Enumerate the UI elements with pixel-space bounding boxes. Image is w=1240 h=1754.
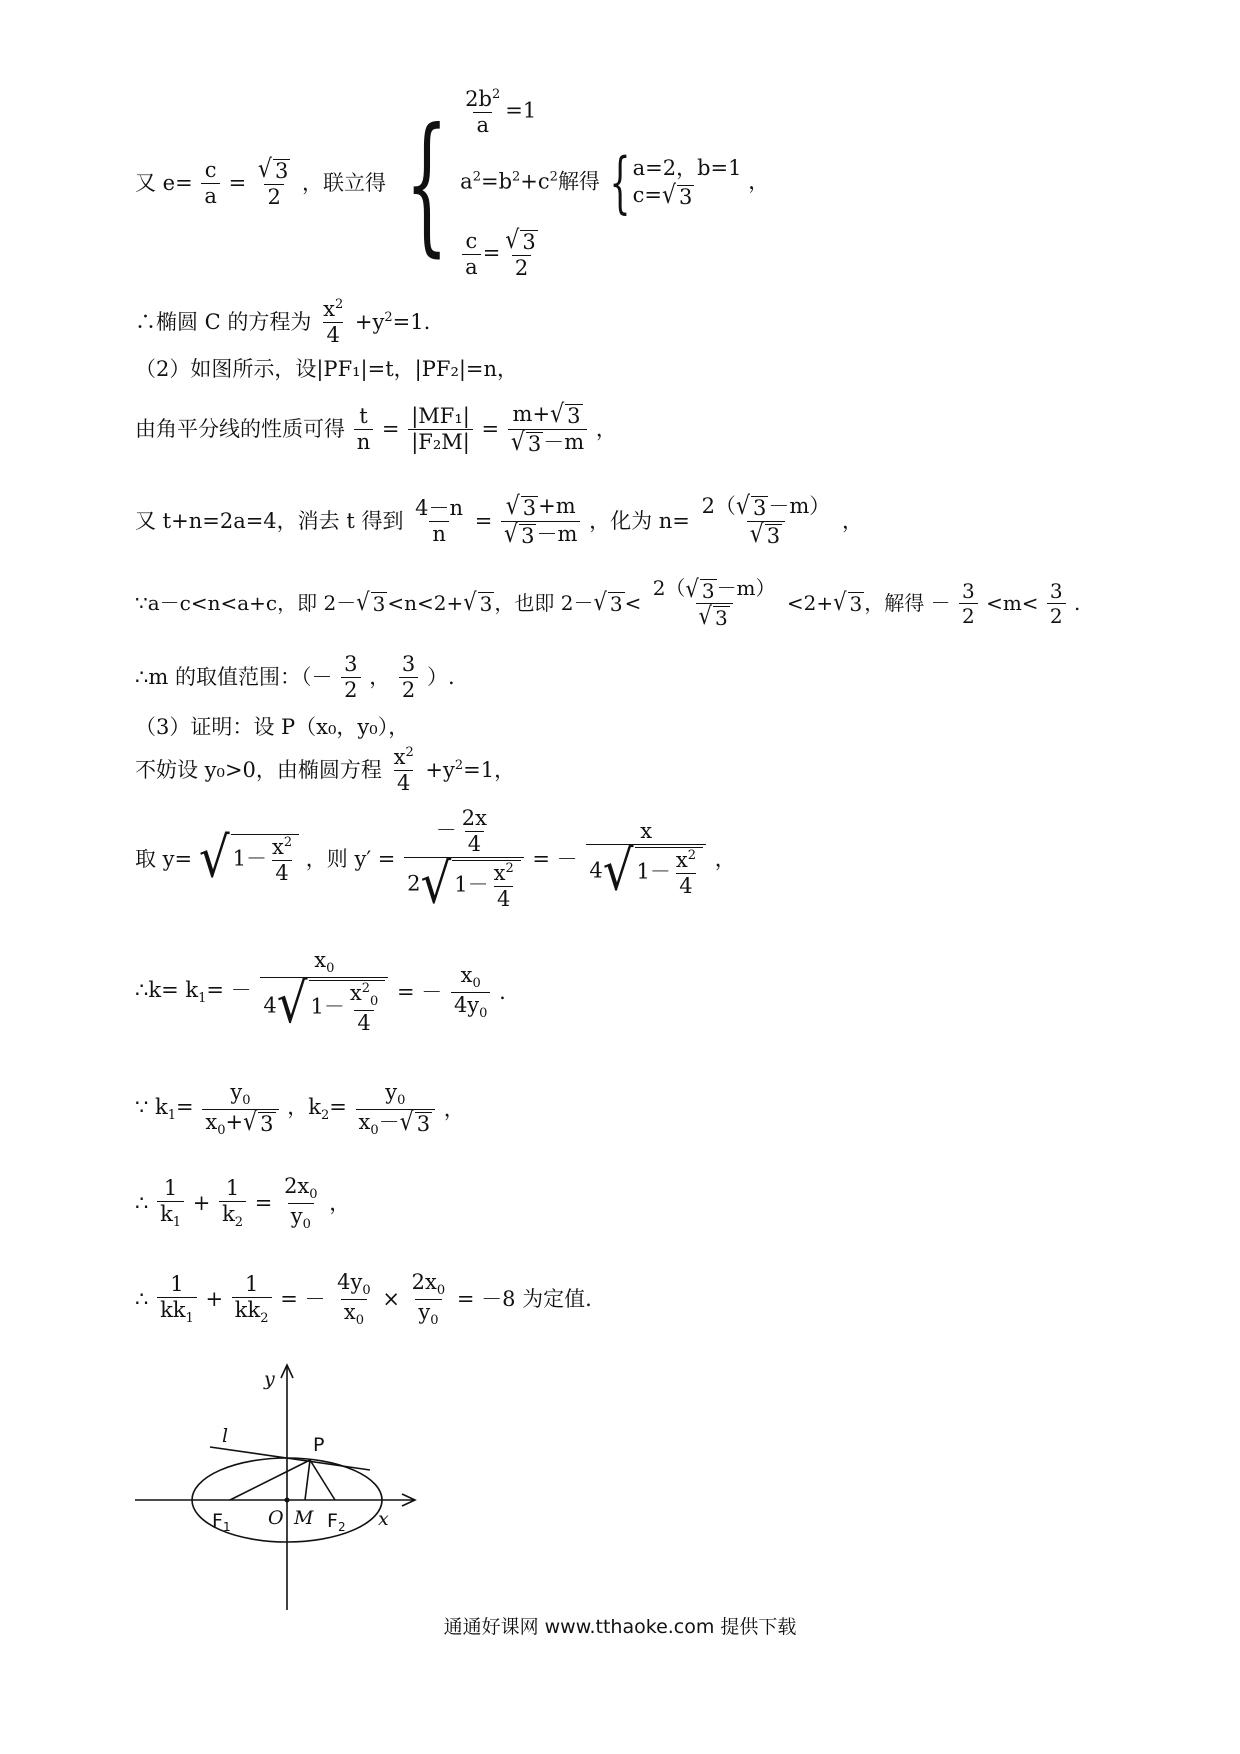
point-p-label: P xyxy=(313,1434,325,1456)
footer-credit: 通通好课网 www.tthaoke.com 提供下载 xyxy=(443,1616,797,1638)
solution-line-12: ∵ $k_1=$ $y_0$ $x_0+$ √ 3 ，$k_2=$ $y_0$ $x_0-$ √ 3 ， xyxy=(135,1080,465,1139)
solution-line-6: ∵a－c<n<a+c，即 2－ √ 3 <n<2+ √ 3 ，也即 2－ √ 3 < 2（ √ 3 －m） √ 3 <2+ √ 3 ，解得 － $\frac{3}{2}$ <m< $\frac{3}{2}$ . xyxy=(135,574,1081,630)
solution-line-5: 又 t+n=2a=4，消去 t 得到 $\frac{4-n}{n}$ = √ 3 +m √ 3 －m ，化为 n= 2（ √ 3 －m） √ 3 ， xyxy=(135,491,863,549)
segment-pf1 xyxy=(230,1460,310,1500)
solution-line-11: ∴k= $k_1=$ － $x_0$ 4 √ 1－ $\frac{x^2_0}{4}$ = － $\frac{x_0}{4y_0}$ . xyxy=(135,948,506,1036)
line-l-label: l xyxy=(222,1425,229,1447)
solution-line-2: ∴椭圆 C 的方程为 $\frac{x^2}{4}$ $+y^2=1$. xyxy=(135,297,431,347)
solution-line-10: 取 y= √ 1－ $\frac{x^2}{4}$ ，则 y′ = － $\frac{2x}{4}$ 2 √ 1－ $\frac{x^2}{4}$ = － x 4 √ 1－ $\frac{x^2}{4}$ ， xyxy=(135,806,736,917)
solution-line-4: 由角平分线的性质可得 $\frac{t}{n}$ = $\frac{\text{|MF₁|}}{\text{|F₂M|}}$ = m+ √ 3 √ 3 －m ， xyxy=(135,399,617,457)
origin-dot xyxy=(285,1498,290,1503)
y-axis-label: y xyxy=(264,1368,275,1390)
m-label: M xyxy=(294,1507,314,1529)
solution-line-14: ∴ $\frac{1}{kk_1}$ + $\frac{1}{kk_2}$ = － $\frac{4y_0}{x_0}$ × $\frac{2x_0}{y_0}$ = －8 为定值. xyxy=(135,1270,592,1329)
line-text: 又 e= xyxy=(135,171,193,195)
f1-label: $F_1$ xyxy=(212,1510,231,1534)
solution-line-7: ∴m 的取值范围：（－ $\frac{3}{2}$ ， $\frac{3}{2}$ ）. xyxy=(135,652,455,702)
ellipse-figure xyxy=(130,1355,430,1615)
equation-system: { $\frac{2b^2}{a}$ =1 $a^2=b^2+c^2$解得 { a=2，b=1 c= √ 3 ， $\frac{c}{a}$ = √ 3 2 xyxy=(404,87,770,280)
solution-system: { a=2，b=1 c= √ 3 xyxy=(609,144,742,221)
tangent-line xyxy=(210,1447,370,1470)
f2-label: $F_2$ xyxy=(327,1510,346,1534)
origin-label: O xyxy=(268,1507,284,1529)
solution-line-1: 又 e= $\frac{c}{a}$ = √ 3 2 ，联立得 { $\frac{2b^2}{a}$ =1 $a^2=b^2+c^2$解得 { a=2，b=1 c= √ 3 ， $\frac{c}{a}$ = √ 3 2 xyxy=(135,87,770,280)
solution-line-9: 不妨设 y₀>0，由椭圆方程 $\frac{x^2}{4}$ $+y^2=1$， xyxy=(135,745,516,795)
fraction: $\frac{c}{a}$ xyxy=(201,160,220,207)
solution-line-8: （3）证明：设 P（x₀，y₀）， xyxy=(135,715,410,739)
solution-line-3: （2）如图所示，设|PF₁|=t，|PF₂|=n， xyxy=(135,357,519,381)
segment-pm xyxy=(305,1460,310,1500)
solution-line-13: ∴ $\frac{1}{k_1}$ + $\frac{1}{k_2}$ = $\frac{2x_0}{y_0}$ ， xyxy=(135,1174,351,1233)
fraction: √ 3 2 xyxy=(257,154,289,209)
x-axis-label: x xyxy=(378,1508,389,1530)
segment-pf2 xyxy=(310,1460,335,1500)
